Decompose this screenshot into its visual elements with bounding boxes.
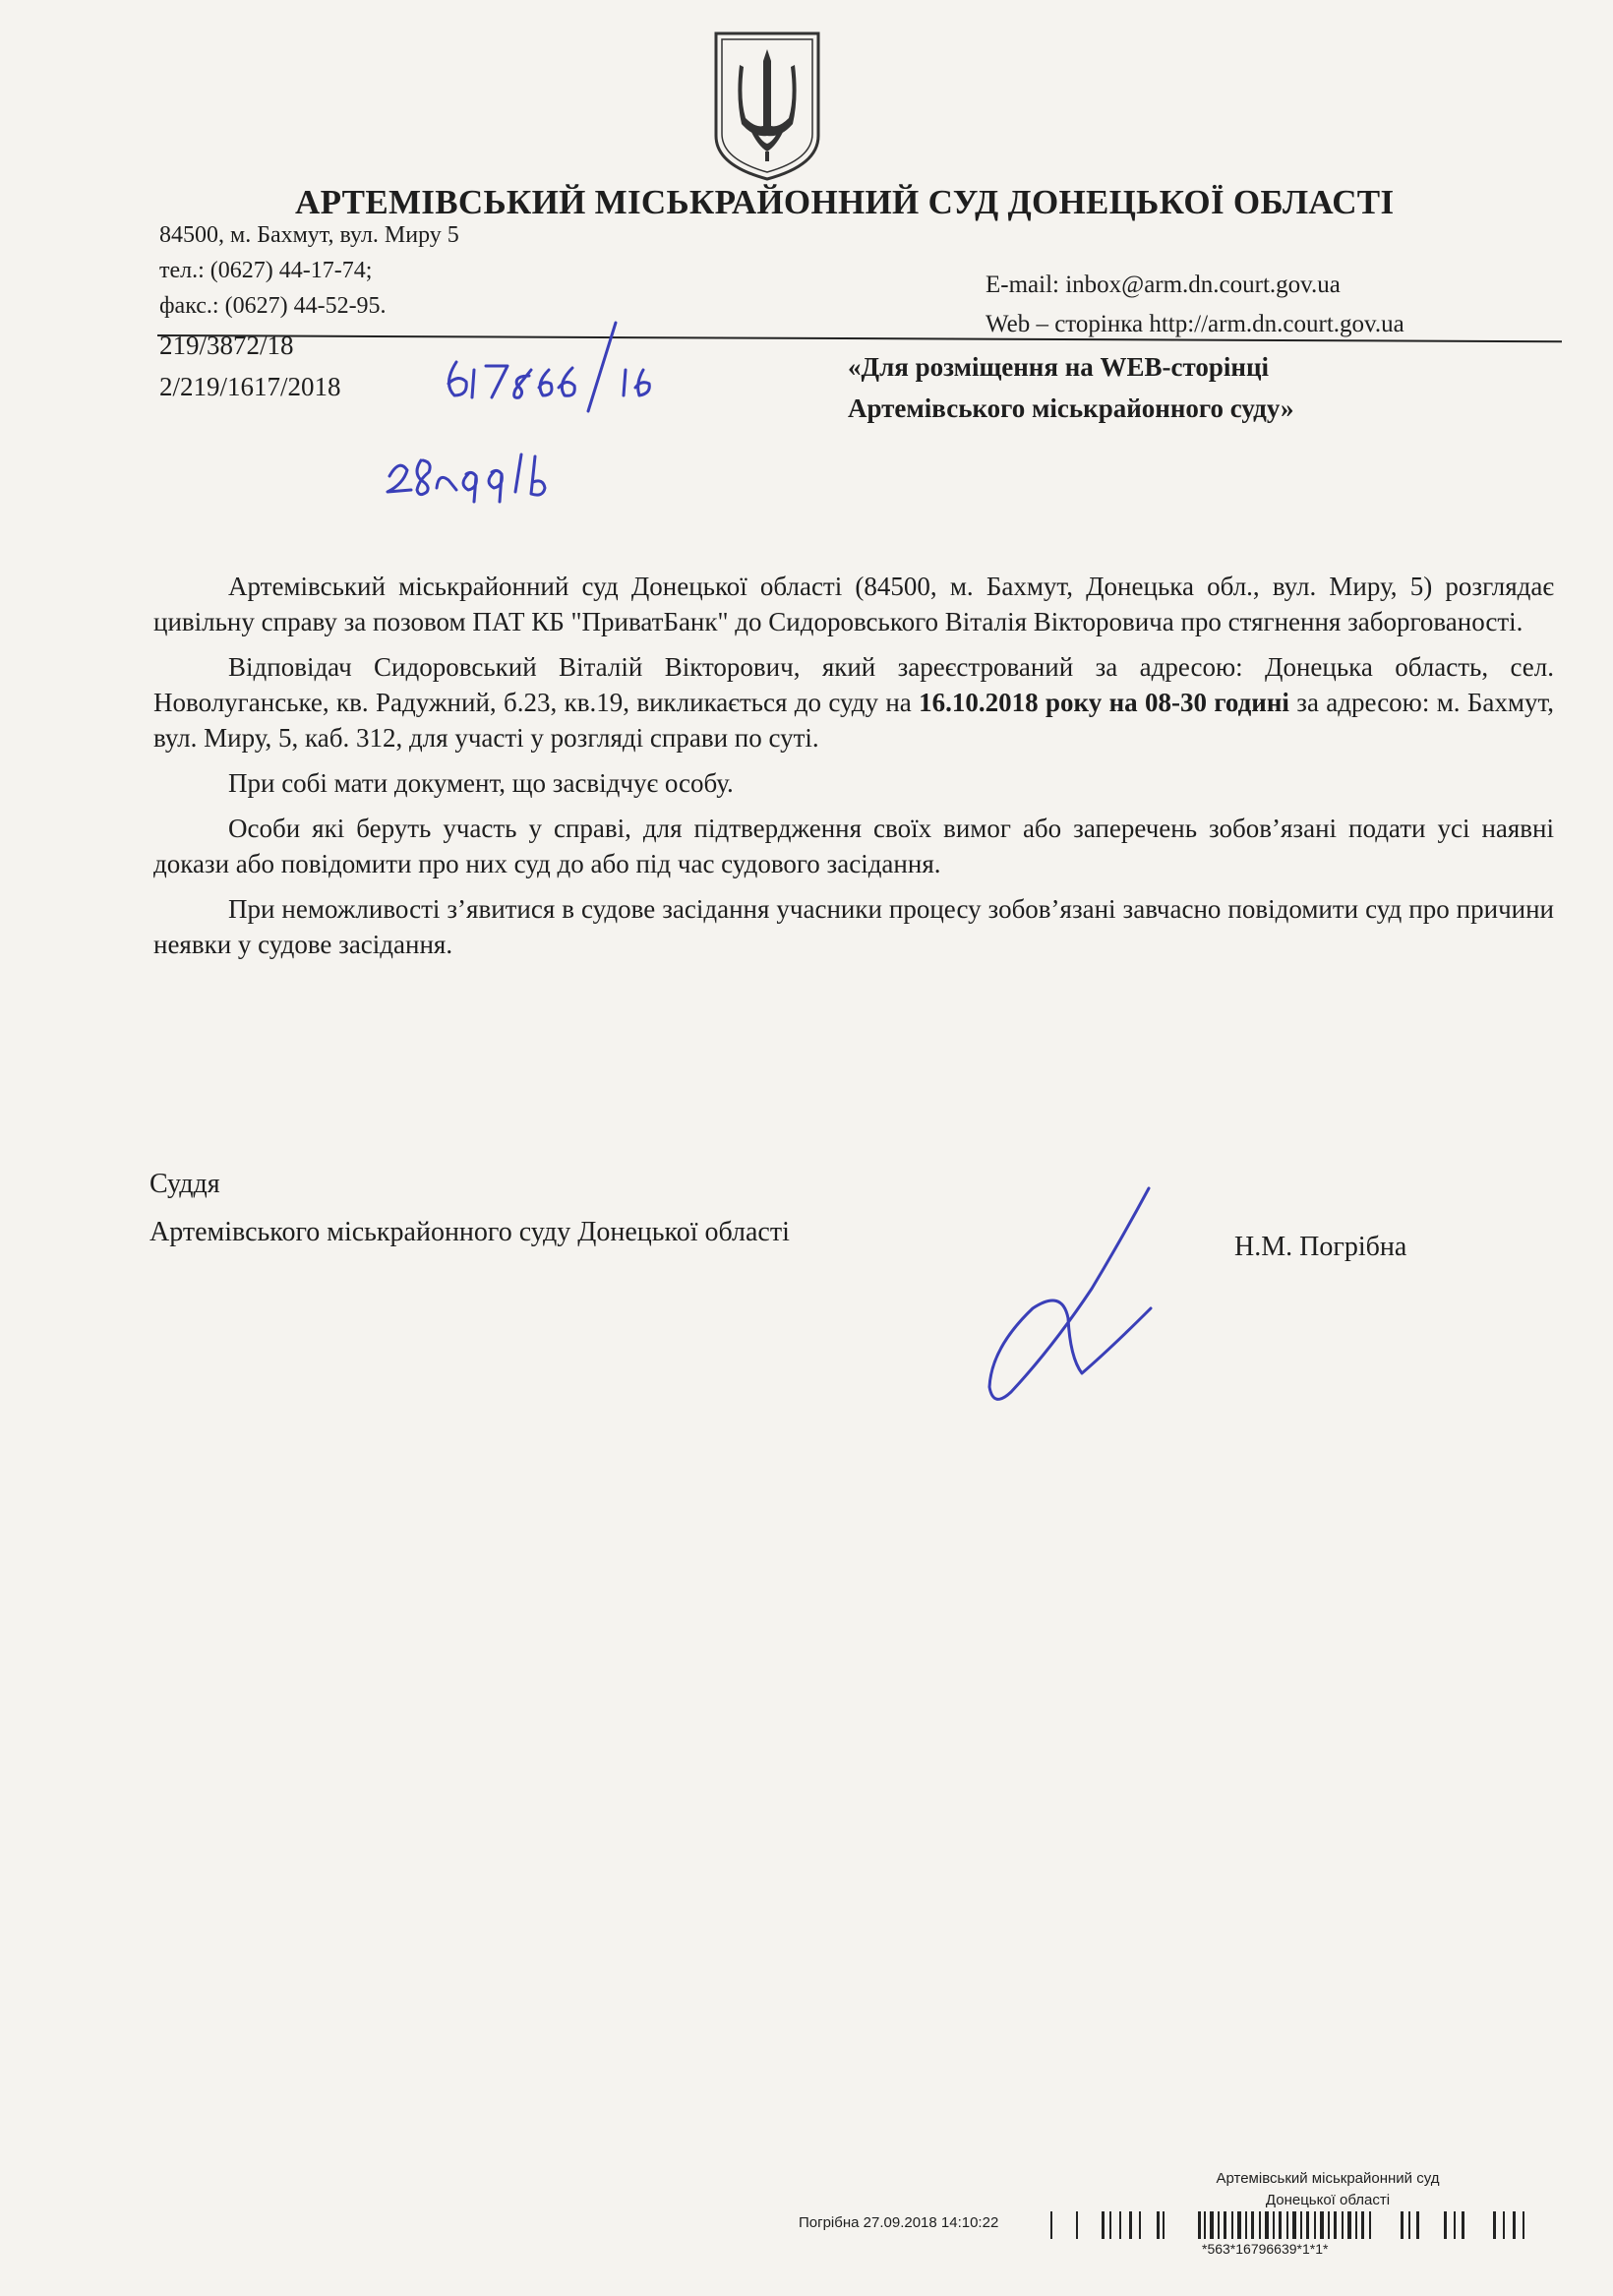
hearing-datetime: 16.10.2018 року на 08-30 годині xyxy=(919,688,1289,717)
court-fax: факс.: (0627) 44-52-95. xyxy=(159,293,387,319)
registration-stamp-court xyxy=(1131,2168,1524,2211)
body-paragraph-id: При собі мати документ, що засвідчує особу. xyxy=(228,768,734,798)
case-number-secondary: 2/219/1617/2018 xyxy=(159,372,341,401)
web-note-line-1: «Для розміщення на WEB-сторінці xyxy=(848,352,1270,382)
body-paragraph-evidence: Особи які беруть участь у справі, для підтвердження своїх вимог або заперечень зобов’язані подати усі наявні докази або повідомити про них суд до або під час судового засідання. xyxy=(153,814,1554,878)
registration-stamp-meta: Погрібна 27.09.2018 14:10:22 xyxy=(799,2214,999,2231)
court-title: АРТЕМІВСЬКИЙ МІСЬКРАЙОННИЙ СУД ДОНЕЦЬКОЇ ОБЛАСТІ xyxy=(295,183,1395,221)
body-paragraph-absence: При неможливості з’явитися в судове засідання учасники процесу зобов’язані завчасно повідомити суд про причини неявки у судове засідання. xyxy=(153,894,1554,959)
summons-text-start: Відповідач Сидоровський Віталій Вікторович, який зареєстрований за адресою: Донецька область, сел. Новолуганське, кв. Радужний, б.23, кв.19, викликається до суду на xyxy=(153,652,1554,717)
court-phone: тел.: (0627) 44-17-74; xyxy=(159,258,373,283)
handwritten-signature xyxy=(974,1180,1170,1417)
court-address: 84500, м. Бахмут, вул. Миру 5 xyxy=(159,222,459,248)
web-publication-note xyxy=(848,346,1294,429)
court-website: Web – сторінка http://arm.dn.court.gov.ua xyxy=(986,311,1404,337)
judge-name: Н.М. Погрібна xyxy=(1234,1232,1407,1262)
judge-court: Артемівського міськрайонного суду Донецької області xyxy=(149,1217,790,1247)
stamp-court-line-2: Донецької області xyxy=(1265,2192,1391,2208)
case-number-primary: 219/3872/18 xyxy=(159,331,294,360)
handwritten-incoming-number xyxy=(433,305,718,413)
judge-title: Суддя xyxy=(149,1169,220,1199)
body-paragraph-case: Артемівський міськрайонний суд Донецької області (84500, м. Бахмут, Донецька обл., вул. Миру, 5) розглядає цивільну справу за позовом ПАТ КБ "ПриватБанк" до Сидоровського Віталія Вікторовича про стягнення заборгованості. xyxy=(153,572,1554,636)
notice-body xyxy=(153,569,1554,972)
stamp-court-line-1: Артемівський міськрайонний суд xyxy=(1216,2170,1440,2187)
web-note-line-2: Артемівського міськрайонного суду» xyxy=(848,393,1294,423)
court-email: E-mail: inbox@arm.dn.court.gov.ua xyxy=(986,272,1341,298)
body-paragraph-summons xyxy=(153,649,1554,755)
handwritten-date xyxy=(378,433,624,512)
barcode-icon xyxy=(1050,2209,1542,2241)
summons-text-end: за адресою: м. Бахмут, вул. Миру, 5, каб. 312, для участі у розгляді справи по суті. xyxy=(153,688,1554,753)
barcode-number: *563*16796639*1*1* xyxy=(1202,2241,1329,2257)
coat-of-arms-icon xyxy=(710,30,824,183)
